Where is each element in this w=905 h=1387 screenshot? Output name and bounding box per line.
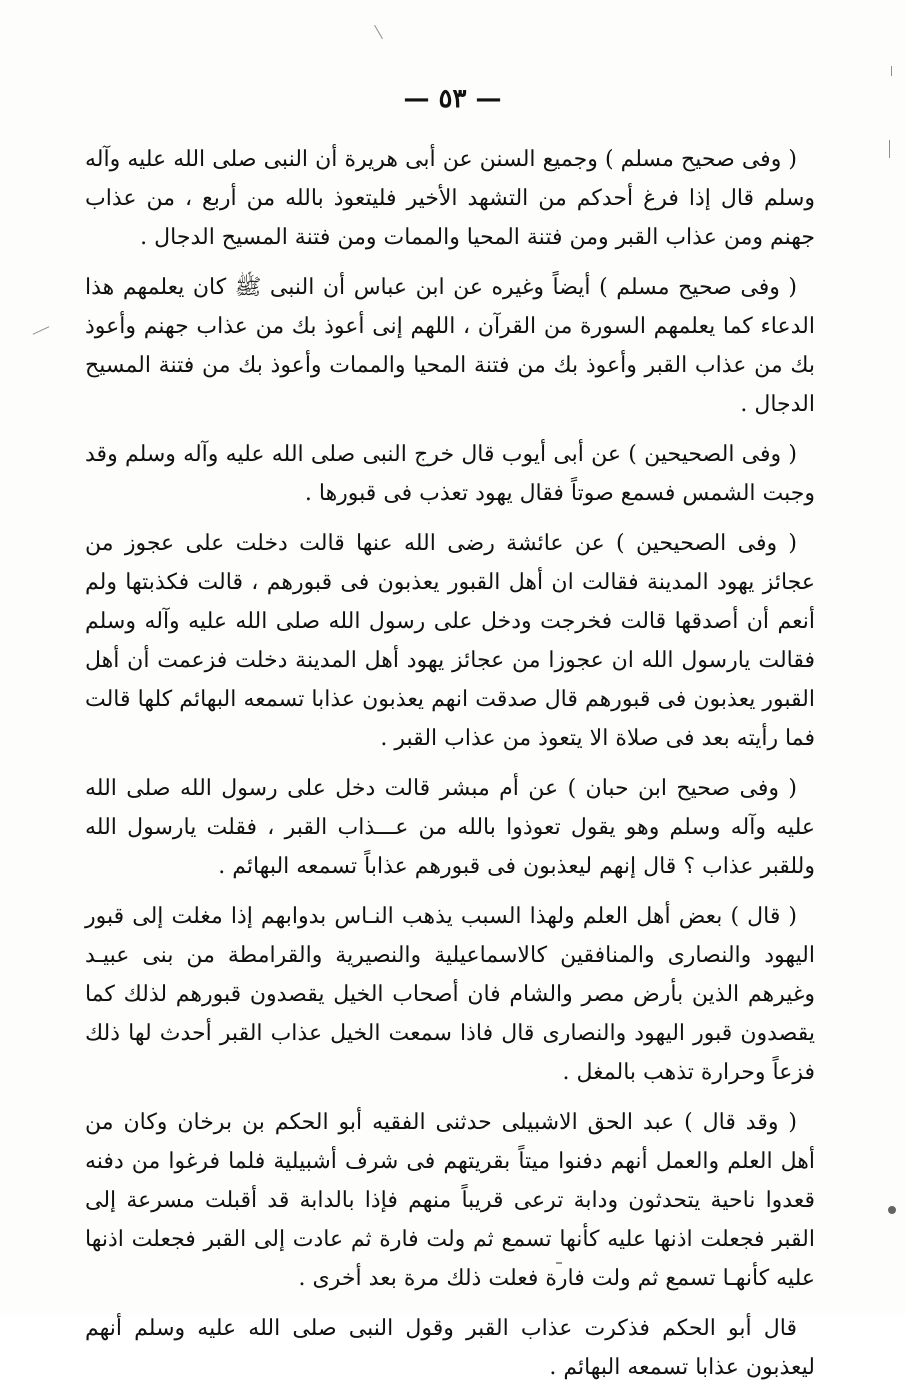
paragraph: ( قال ) بعض أهل العلم ولهذا السبب يذهب النـاس بدوابهم إذا مغلت إلى قبور اليهود والنصارى والمنافقين كالاسماعيلية والنصيرية والقرامطة من بنى عبيـد وغيرهم الذين بأرض مصر والشام فان أصحاب الخيل يقصدون قبورهم لذلك كما يقصدون قبور اليهود والنصارى قال فاذا سمعت الخيل عذاب القبر أحدث لها ذلك فزعاً وحرارة تذهب بالمغل . bbox=[85, 904, 815, 1085]
scan-mark bbox=[33, 326, 50, 335]
scan-mark bbox=[891, 66, 892, 76]
scan-mark bbox=[889, 140, 890, 158]
paragraph: ( وفى الصحيحين ) عن أبى أيوب قال خرج النبى صلى الله عليه وآله وسلم وقد وجبت الشمس فسمع صوتاً فقال يهود تعذب فى قبورها . bbox=[85, 442, 815, 506]
paragraph: ( وفى صحيح ابن حبان ) عن أم مبشر قالت دخل على رسول الله صلى الله عليه وآله وسلم وهو يقول تعوذوا بالله من عـــذاب القبر ، فقلت يارسول الله وللقبر عذاب ؟ قال إنهم ليعذبون فى قبورهم عذاباً تسمعه البهائم . bbox=[85, 776, 815, 879]
page-number: — ٥٣ — bbox=[403, 84, 502, 114]
scan-mark bbox=[374, 25, 383, 39]
scan-mark bbox=[888, 1206, 896, 1214]
paragraph: ( وفى صحيح مسلم ) وجميع السنن عن أبى هريرة أن النبى صلى الله عليه وآله وسلم قال إذا فرغ أحدكم من التشهد الأخير فليتعوذ بالله من أربع ، من عذاب جهنم ومن عذاب القبر ومن فتنة المحيا والممات ومن فتنة المسيح الدجال . bbox=[85, 147, 815, 250]
paragraph: ( وفى الصحيحين ) عن عائشة رضى الله عنها قالت دخلت على عجوز من عجائز يهود المدينة فقالت ان أهل القبور يعذبون فى قبورهم ، قالت فكذبتها ولم أنعم أن أصدقها قالت فخرجت ودخل على رسول الله صلى الله عليه وآله وسلم فقالت يارسول الله ان عجوزا من عجائز يهود أهل المدينة دخلت فزعمت أن أهل القبور يعذبون فى قبورهم قال صدقت انهم يعذبون عذابا تسمعه البهائم كلها قالت فما رأيته بعد فى صلاة الا يتعوذ من عذاب القبر . bbox=[85, 531, 815, 751]
paragraph: قال أبو الحكم فذكرت عذاب القبر وقول النبى صلى الله عليه وسلم أنهم ليعذبون عذابا تسمعه البهائم . bbox=[85, 1316, 815, 1380]
body-text bbox=[85, 140, 815, 1387]
paragraph: ( وقد قال ) عبد الحق الاشبيلى حدثنى الفقيه أبو الحكم بن برخان وكان من أهل العلم والعمل أنهم دفنوا ميتاً بقريتهم فى شرف أشبيلية فلما فرغوا من دفنه قعدوا ناحية يتحدثون ودابة ترعى قريباً منهم فإذا بالدابة قد أقبلت مسرعة إلى القبر فجعلت اذنها عليه كأنها تسمع ثم ولت فارة ثم عادت إلى القبر فجعلت اذنها عليه كأنهـا تسمع ثم ولت فارة فعلت ذلك مرة بعد أخرى . bbox=[85, 1110, 815, 1291]
paragraph: ( وفى صحيح مسلم ) أيضاً وغيره عن ابن عباس أن النبى ﷺ كان يعلمهم هذا الدعاء كما يعلمهم السورة من القرآن ، اللهم إنى أعوذ بك من عذاب جهنم وأعوذ بك من عذاب القبر وأعوذ بك من فتنة المحيا والممات وأعوذ بك من فتنة المسيح الدجال . bbox=[85, 275, 815, 417]
